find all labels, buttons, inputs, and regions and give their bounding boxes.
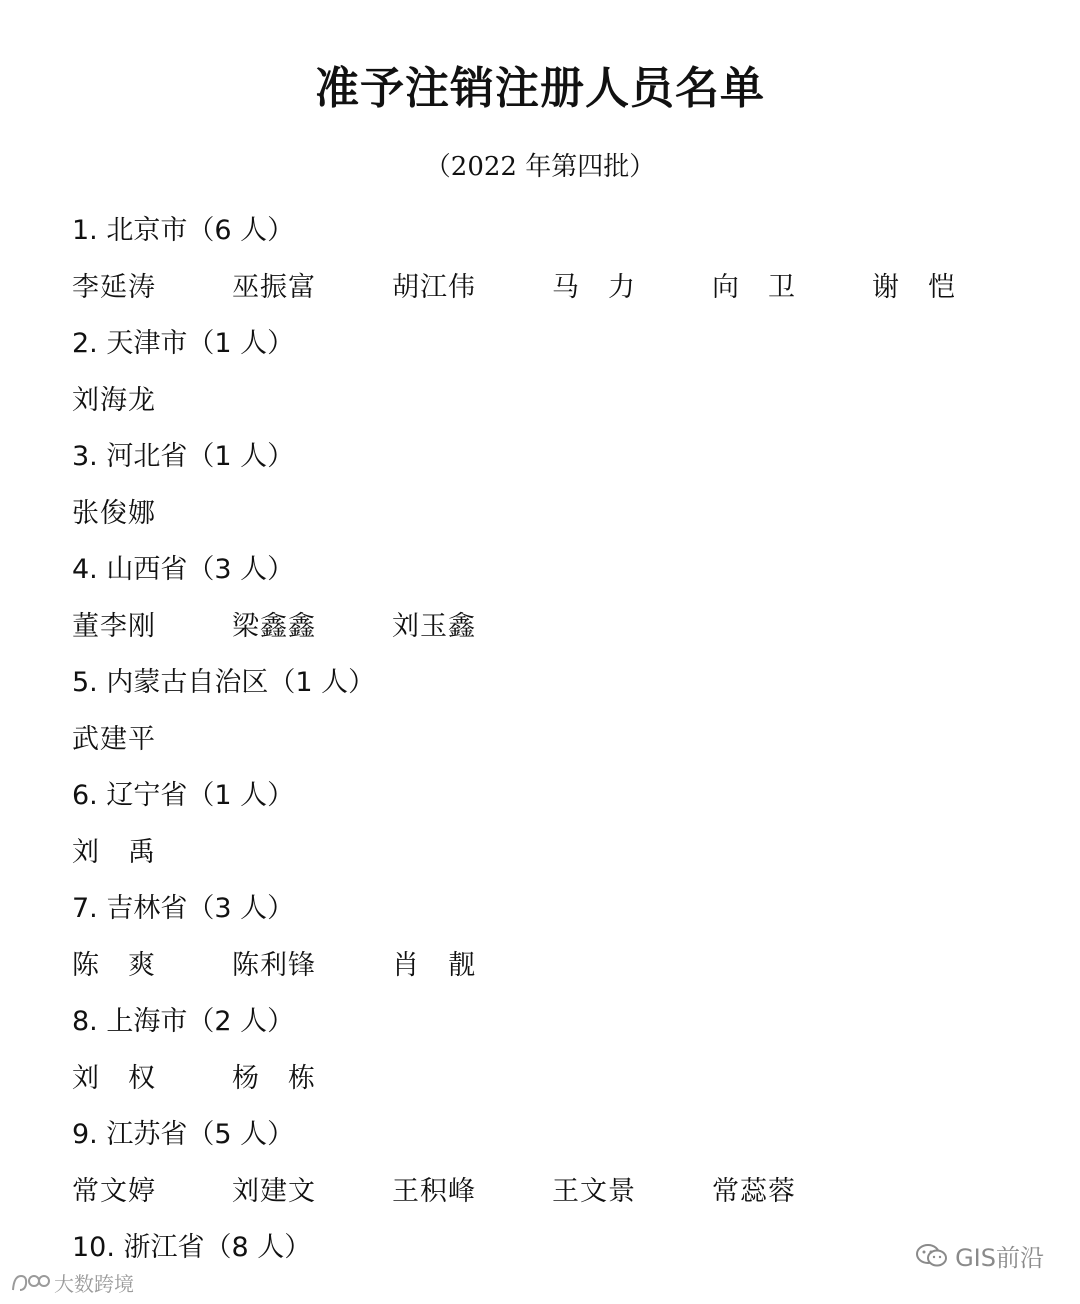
watermark-left <box>10 1268 134 1297</box>
person-name: 王积峰 <box>392 1176 476 1207</box>
name-row <box>72 602 1052 659</box>
section-heading: 7. 吉林省（3 人） <box>72 893 295 924</box>
province-list <box>72 207 1052 1280</box>
wechat-icon <box>915 1243 949 1269</box>
person-name: 刘建文 <box>232 1176 316 1207</box>
person-name: 张俊娜 <box>72 498 156 529</box>
person-name: 谢 恺 <box>872 272 956 303</box>
name-row <box>72 941 1052 998</box>
person-name: 梁鑫鑫 <box>232 611 316 642</box>
watermark-left-text: 大数跨境 <box>54 1272 134 1296</box>
page-subtitle: （2022 年第四批） <box>424 152 656 182</box>
person-name: 常文婷 <box>72 1176 156 1207</box>
section-heading: 1. 北京市（6 人） <box>72 215 295 246</box>
name-row <box>72 1054 1052 1111</box>
person-name: 陈利锋 <box>232 950 316 981</box>
person-name: 马 力 <box>552 272 636 303</box>
person-name: 胡江伟 <box>392 272 476 303</box>
person-name: 董李刚 <box>72 611 156 642</box>
section-heading: 8. 上海市（2 人） <box>72 1006 295 1037</box>
person-name: 常蕊蓉 <box>712 1176 796 1207</box>
watermark-right <box>915 1238 1044 1273</box>
name-row <box>72 376 1052 433</box>
person-name: 刘玉鑫 <box>392 611 476 642</box>
watermark-right-text: GIS前沿 <box>955 1244 1044 1272</box>
person-name: 刘 禹 <box>72 837 156 868</box>
section-heading: 9. 江苏省（5 人） <box>72 1119 295 1150</box>
section-heading: 2. 天津市（1 人） <box>72 328 295 359</box>
logo-icon <box>10 1272 52 1294</box>
name-row <box>72 1167 1052 1224</box>
person-name: 肖 靓 <box>392 950 476 981</box>
name-row <box>72 715 1052 772</box>
name-row <box>72 489 1052 546</box>
person-name: 刘 权 <box>72 1063 156 1094</box>
section-heading: 6. 辽宁省（1 人） <box>72 780 295 811</box>
name-row <box>72 263 1052 320</box>
person-name: 杨 栋 <box>232 1063 316 1094</box>
section-heading: 4. 山西省（3 人） <box>72 554 295 585</box>
section-heading: 10. 浙江省（8 人） <box>72 1232 312 1263</box>
person-name: 陈 爽 <box>72 950 156 981</box>
section-heading: 5. 内蒙古自治区（1 人） <box>72 667 376 698</box>
person-name: 向 卫 <box>712 272 796 303</box>
person-name: 武建平 <box>72 724 156 755</box>
person-name: 刘海龙 <box>72 385 156 416</box>
person-name: 李延涛 <box>72 272 156 303</box>
section-heading: 3. 河北省（1 人） <box>72 441 295 472</box>
person-name: 巫振富 <box>232 272 316 303</box>
page-title: 准予注销注册人员名单 <box>315 63 765 114</box>
person-name: 王文景 <box>552 1176 636 1207</box>
name-row <box>72 828 1052 885</box>
